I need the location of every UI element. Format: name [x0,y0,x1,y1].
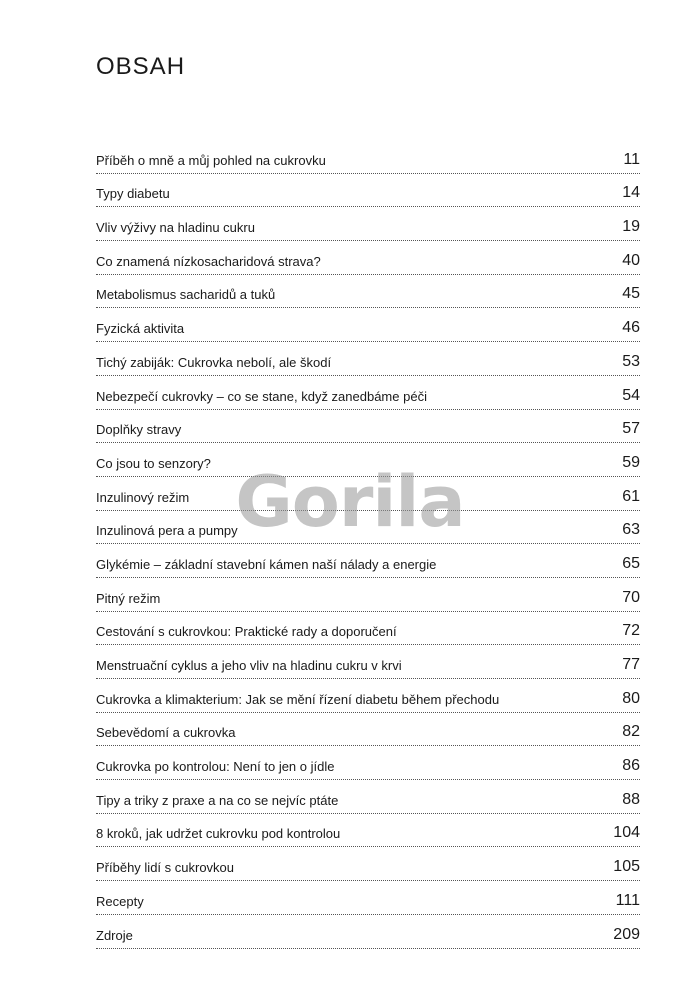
toc-entry-page: 77 [622,656,640,673]
toc-entry-label: Tipy a triky z praxe a na co se nejvíc ptáte [96,792,339,808]
toc-entry [96,915,640,949]
watermark-logo: Gorila [235,461,465,543]
toc-entry-page: 65 [622,554,640,572]
toc-entry-label: Inzulinová pera a pumpy [96,523,238,539]
toc-entry-page: 54 [622,386,640,404]
toc-entry [96,746,640,780]
toc-entry-page: 63 [622,521,640,539]
toc-entry-page: 82 [622,723,640,741]
toc-entry-label: Cestování s cukrovkou: Praktické rady a doporučení [96,624,397,640]
toc-entry-page: 53 [622,352,640,370]
toc-entry-label: Co jsou to senzory? [96,455,211,471]
toc-entry-label: Zdroje [96,927,133,943]
toc-entry [96,443,640,477]
toc-entry-page: 209 [613,925,640,943]
toc-entry [96,881,640,915]
toc-entry-page: 45 [622,285,640,303]
toc-entry-label: Pitný režim [96,590,161,606]
toc-entry-page: 70 [622,588,640,606]
toc-entry [96,376,640,410]
toc-entry-label: Tichý zabiják: Cukrovka nebolí, ale škodí [96,354,332,370]
toc-entry-page: 111 [615,891,640,909]
toc-entry-page: 14 [622,184,640,202]
toc-entry [96,645,640,679]
toc-entry [96,544,640,578]
toc-entry [96,847,640,881]
toc-entry [96,511,640,545]
toc-entry-page: 59 [622,453,640,471]
toc-entry [96,780,640,814]
toc-entry-label: Co znamená nízkosacharidová strava? [96,253,321,269]
toc-entry-label: Fyzická aktivita [96,321,185,337]
toc-entry-label: Cukrovka po kontrolou: Není to jen o jídle [96,759,335,775]
toc-entry-label: Glykémie – základní stavební kámen naší nálady a energie [96,556,437,572]
toc-entry-label: Cukrovka a klimakterium: Jak se mění řízení diabetu během přechodu [96,691,500,707]
toc-entry [96,275,640,309]
toc-entry-page: 105 [613,858,640,876]
toc-entry-page: 40 [622,251,640,269]
toc-entry-page: 11 [623,150,640,168]
table-of-contents [96,140,640,949]
toc-entry [96,308,640,342]
toc-entry-page: 80 [622,689,640,707]
toc-entry-label: Vliv výživy na hladinu cukru [96,220,255,236]
toc-entry [96,140,640,174]
toc-entry [96,578,640,612]
toc-entry [96,713,640,747]
toc-entry-label: Příběh o mně a můj pohled na cukrovku [96,152,326,168]
toc-entry [96,207,640,241]
toc-entry [96,410,640,444]
toc-entry-label: Inzulinový režim [96,489,190,505]
toc-entry-label: Recepty [96,893,144,909]
toc-entry-label: Doplňky stravy [96,422,182,438]
toc-entry [96,342,640,376]
toc-entry-page: 86 [622,757,640,775]
toc-entry-label: 8 kroků, jak udržet cukrovku pod kontrolou [96,826,341,842]
toc-entry-label: Nebezpečí cukrovky – co se stane, když zanedbáme péči [96,388,427,404]
toc-entry [96,679,640,713]
toc-entry-label: Menstruační cyklus a jeho vliv na hladinu cukru v krvi [96,658,402,673]
toc-entry [96,477,640,511]
toc-entry [96,241,640,275]
toc-entry-page: 57 [622,420,640,438]
toc-entry [96,174,640,208]
toc-entry-page: 88 [622,790,640,808]
toc-entry-page: 104 [613,824,640,842]
toc-entry-page: 72 [622,622,640,640]
toc-entry-page: 46 [622,319,640,337]
page-title: OBSAH [96,53,186,80]
toc-entry-label: Příběhy lidí s cukrovkou [96,860,235,876]
toc-entry-label: Typy diabetu [96,186,170,202]
toc-entry-label: Sebevědomí a cukrovka [96,725,236,741]
toc-entry-page: 19 [622,218,640,236]
toc-entry [96,612,640,646]
toc-entry-page: 61 [622,487,640,505]
toc-entry [96,814,640,848]
toc-entry-label: Metabolismus sacharidů a tuků [96,287,276,303]
